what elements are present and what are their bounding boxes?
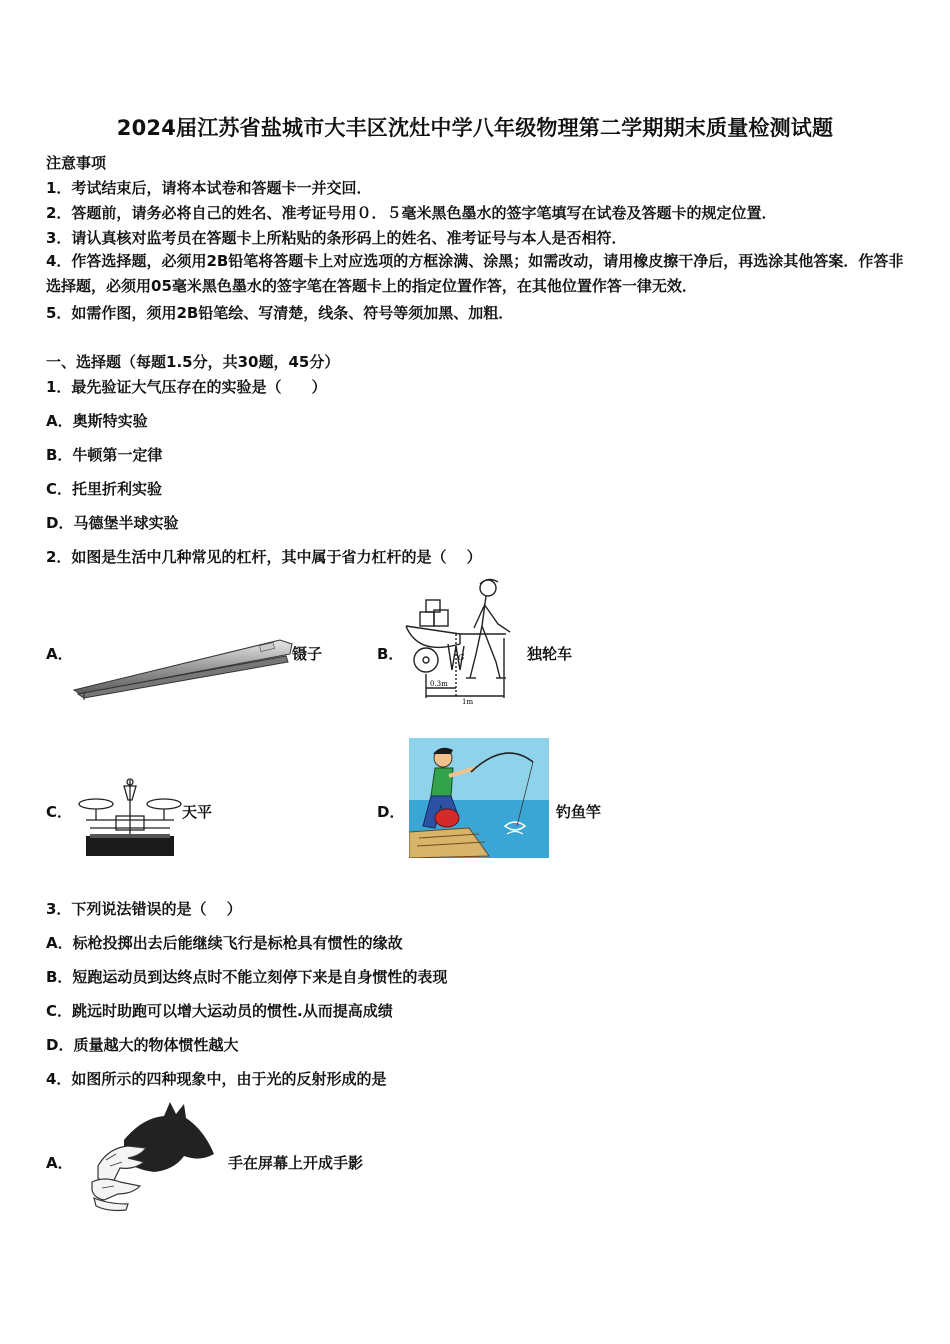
question-3-option-c: C．跳远时助跑可以增大运动员的惯性.从而提高成绩 [46, 1002, 393, 1020]
notice-item: 2．答题前，请务必将自己的姓名、准考证号用０．５毫米黑色墨水的签字笔填写在试卷及答题卡的规定位置． [46, 204, 777, 222]
question-4-option-a-caption: 手在屏幕上开成手影 [228, 1154, 364, 1172]
notice-item: 3．请认真核对监考员在答题卡上所粘贴的条形码上的姓名、准考证号与本人是否相符． [46, 229, 627, 247]
question-4-stem: 4．如图所示的四种现象中，由于光的反射形成的是 [46, 1070, 387, 1088]
distance-label-long: 1m [462, 698, 474, 706]
question-2-option-c-letter: C． [46, 803, 73, 821]
question-1-option-c: C．托里折利实验 [46, 480, 163, 498]
hand-shadow-image [84, 1100, 220, 1212]
notice-item: 1．考试结束后，请将本试卷和答题卡一并交回． [46, 179, 372, 197]
question-2-option-c-caption: 天平 [182, 803, 213, 821]
tweezers-image [70, 632, 295, 704]
wheelbarrow-image [400, 574, 530, 706]
question-2-option-d-caption: 钓鱼竿 [556, 803, 602, 821]
section-heading: 一、选择题（每题1.5分，共30题，45分） [46, 353, 340, 371]
question-1-option-b: B．牛顿第一定律 [46, 446, 163, 464]
question-1-option-d: D．马德堡半球实验 [46, 514, 179, 532]
balance-scale-image [76, 776, 184, 860]
question-2-option-a-caption: 镊子 [292, 645, 323, 663]
question-2-stem: 2．如图是生活中几种常见的杠杆，其中属于省力杠杆的是（ ） [46, 548, 482, 566]
distance-label-short: 0.3m [430, 680, 448, 688]
page-title: 2024届江苏省盐城市大丰区沈灶中学八年级物理第二学期期末质量检测试题 [116, 116, 834, 140]
notice-heading: 注意事项 [46, 154, 107, 172]
question-4-option-a-letter: A． [46, 1154, 73, 1172]
notice-item: 5．如需作图，须用2B铅笔绘、写清楚，线条、符号等须加黑、加粗． [46, 304, 514, 322]
question-2-option-a-letter: A． [46, 645, 73, 663]
notice-item: 4．作答选择题，必须用2B铅笔将答题卡上对应选项的方框涂满、涂黑；如需改动，请用橡皮擦干净后，再选涂其他答案．作答非选择题，必须用05毫米黑色墨水的签字笔在答题卡上的指定位置作答，在其他位置作答一律无效． [46, 252, 904, 295]
question-1-option-a: A．奥斯特实验 [46, 412, 148, 430]
question-3-option-d: D．质量越大的物体惯性越大 [46, 1036, 239, 1054]
question-2-option-b-caption: 独轮车 [527, 645, 573, 663]
fishing-image [409, 738, 549, 858]
question-1-stem: 1．最先验证大气压存在的实验是（ ） [46, 378, 327, 396]
weight-label: G [458, 653, 465, 662]
question-2-option-d-letter: D． [377, 803, 405, 821]
question-3-option-b: B．短跑运动员到达终点时不能立刻停下来是自身惯性的表现 [46, 968, 448, 986]
question-3-stem: 3．下列说法错误的是（ ） [46, 900, 242, 918]
question-3-option-a: A．标枪投掷出去后能继续飞行是标枪具有惯性的缘故 [46, 934, 403, 952]
question-2-option-b-letter: B． [377, 645, 404, 663]
